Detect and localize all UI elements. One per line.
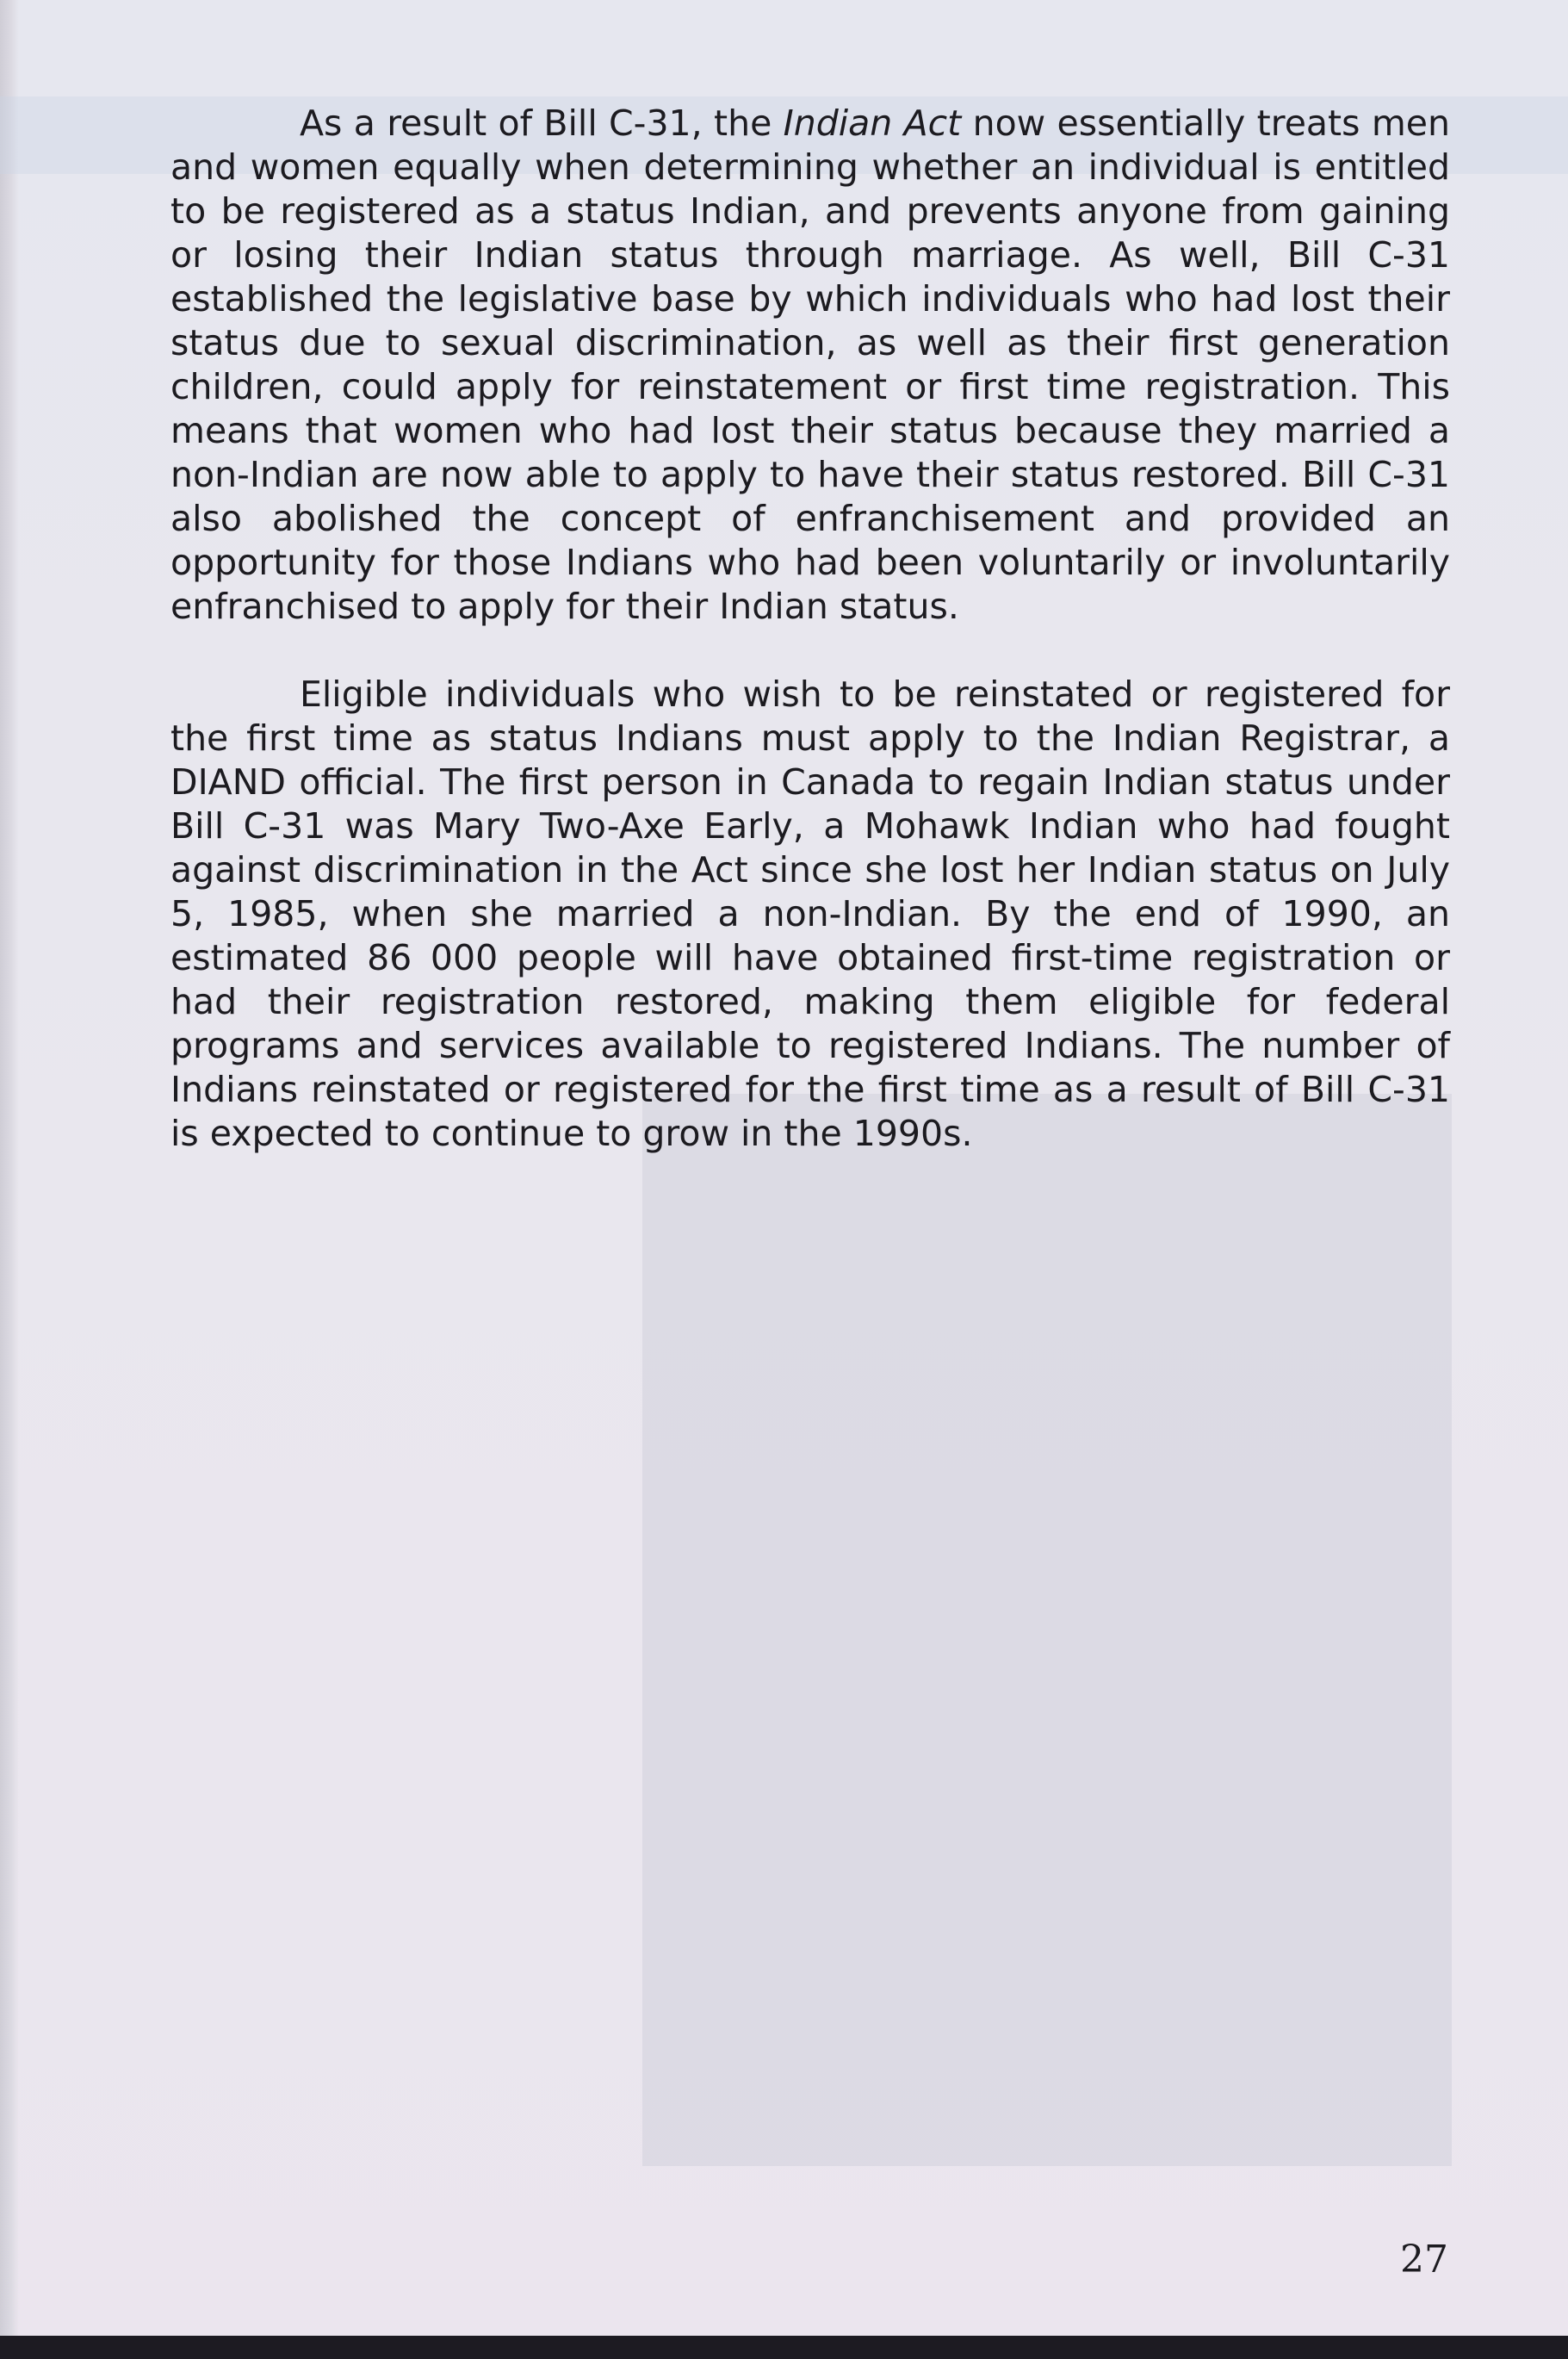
body-text [170,102,1450,1156]
binding-shadow [0,0,19,2359]
act-title: Indian Act [783,102,962,144]
paragraph-1 [170,102,1450,629]
paragraph-1-lead: As a result of Bill C-31, the [300,102,784,144]
paragraph-2: Eligible individuals who wish to be reinstated or registered for the first time as status Indians must apply to the Indian Registrar, a DIAND official. The first person in Canada to regain Indian status under Bill C-31 was Mary Two-Axe Early, a Mohawk Indian who had fought against discrimination in the Act since she lost her Indian status on July 5, 1985, when she married a non-Indian. By the end of 1990, an estimated 86 000 people will have obtained first-time registration or had their registration restored, making them eligible for federal programs and services available to registered Indians. The number of Indians reinstated or registered for the first time as a result of Bill C-31 is expected to continue to grow in the 1990s. [170,674,1450,1154]
show-through-image [642,1094,1452,2166]
paragraph-1-rest: now essentially treats men and women equally when determining whether an individual is entitled to be registered as a status Indian, and prevents anyone from gaining or losing their Indian status through marriage. As well, Bill C-31 established the legislative base by which individuals who had lost their status due to sexual discrimination, as well as their first generation children, could apply for reinstatement or first time registration. This means that women who had lost their status because they married a non-Indian are now able to apply to have their status restored. Bill C-31 also abolished the concept of enfranchisement and provided an opportunity for those Indians who had been voluntarily or involuntarily enfranchised to apply for their Indian status. [170,102,1450,627]
page-number: 27 [1400,2238,1448,2281]
scan-bottom-edge [0,2336,1568,2359]
